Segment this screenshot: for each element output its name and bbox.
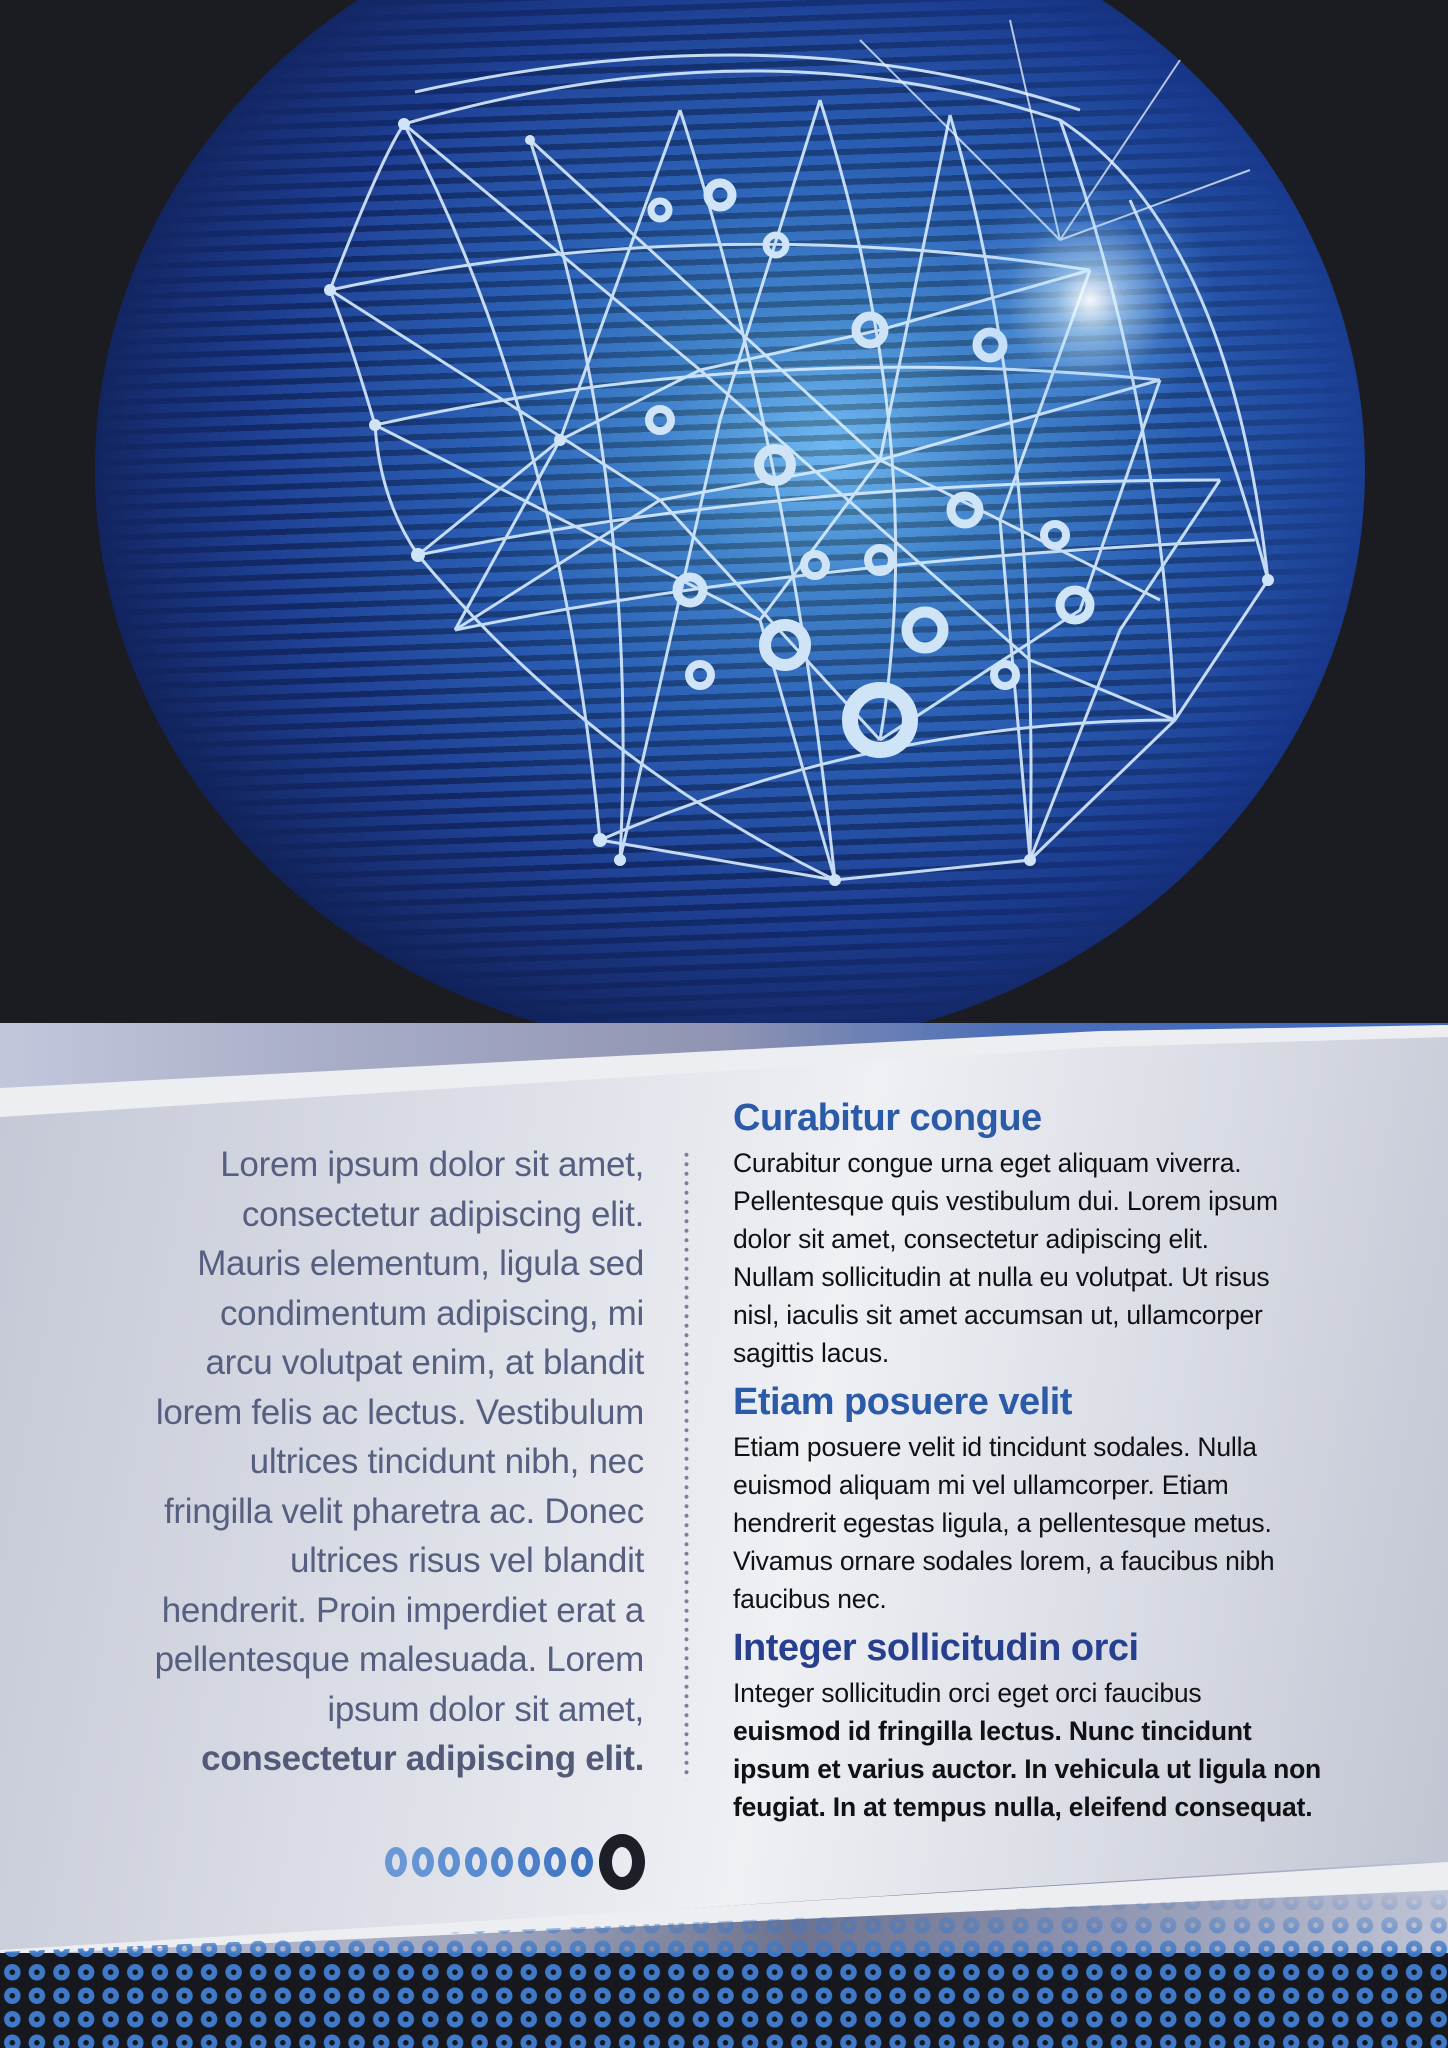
- body-line: nisl, iaculis sit amet accumsan ut, ullamcorper: [733, 1300, 1263, 1330]
- intro-line: arcu volutpat enim, at blandit: [205, 1343, 644, 1382]
- intro-line: ultrices risus vel blandit: [289, 1541, 644, 1580]
- ring-icon: [518, 1847, 540, 1877]
- ring-icon: [385, 1847, 407, 1877]
- intro-line: ultrices tincidunt nibh, nec: [249, 1442, 644, 1481]
- dotted-divider: [684, 1150, 689, 1780]
- intro-line-bold: consectetur adipiscing elit.: [201, 1739, 644, 1778]
- body-line: Pellentesque quis vestibulum dui. Lorem ipsum: [733, 1186, 1278, 1216]
- intro-line: hendrerit. Proin imperdiet erat a: [161, 1590, 644, 1630]
- body-line-bold: ipsum et varius auctor. In vehicula ut ligula non: [733, 1754, 1322, 1784]
- section-body-curabitur: [733, 1144, 1373, 1372]
- intro-text: [60, 1140, 644, 1784]
- body-line: Nullam sollicitudin at nulla eu volutpat. Ut risus: [733, 1262, 1270, 1292]
- ring-decoration: [385, 1833, 645, 1891]
- intro-line: consectetur adipiscing elit.: [241, 1194, 644, 1234]
- section-body-etiam: [733, 1428, 1373, 1618]
- intro-line: pellentesque malesuada. Lorem: [154, 1640, 644, 1679]
- ring-icon: [412, 1847, 434, 1877]
- body-line: Etiam posuere velit id tincidunt sodales. Nulla: [733, 1432, 1257, 1462]
- light-flare: [960, 170, 1220, 430]
- intro-line: condimentum adipiscing, mi: [219, 1293, 644, 1333]
- large-ring-icon: [599, 1834, 645, 1890]
- ring-icon: [571, 1847, 593, 1877]
- body-line-bold: feugiat. In at tempus nulla, eleifend consequat.: [733, 1792, 1313, 1822]
- body-line: hendrerit egestas ligula, a pellentesque metus.: [733, 1508, 1272, 1538]
- body-line: Vivamus ornare sodales lorem, a faucibus nibh: [733, 1546, 1275, 1576]
- section-heading-integer: Integer sollicitudin orci: [733, 1627, 1139, 1669]
- article-column: [733, 1092, 1373, 1830]
- section-body-integer: [733, 1674, 1373, 1826]
- body-line: Integer sollicitudin orci eget orci faucibus: [733, 1678, 1202, 1708]
- ring-icon: [465, 1847, 487, 1877]
- intro-line: ipsum dolor sit amet,: [327, 1689, 644, 1729]
- intro-line: Lorem ipsum dolor sit amet,: [220, 1145, 644, 1184]
- intro-line: fringilla velit pharetra ac. Donec: [163, 1491, 644, 1531]
- body-line: dolor sit amet, consectetur adipiscing elit.: [733, 1224, 1209, 1254]
- intro-line: lorem felis ac lectus. Vestibulum: [155, 1392, 644, 1432]
- body-line-bold: euismod id fringilla lectus. Nunc tincidunt: [733, 1716, 1252, 1746]
- body-line: sagittis lacus.: [733, 1338, 890, 1368]
- section-heading-etiam: Etiam posuere velit: [733, 1381, 1072, 1423]
- body-line: faucibus nec.: [733, 1584, 887, 1614]
- ring-icon: [544, 1847, 566, 1877]
- ring-icon: [438, 1847, 460, 1877]
- body-line: euismod aliquam mi vel ullamcorper. Etiam: [733, 1470, 1229, 1500]
- section-heading-curabitur: Curabitur congue: [733, 1097, 1042, 1139]
- ring-icon: [491, 1847, 513, 1877]
- body-line: Curabitur congue urna eget aliquam viverra.: [733, 1148, 1242, 1178]
- intro-line: Mauris elementum, ligula sed: [197, 1244, 644, 1283]
